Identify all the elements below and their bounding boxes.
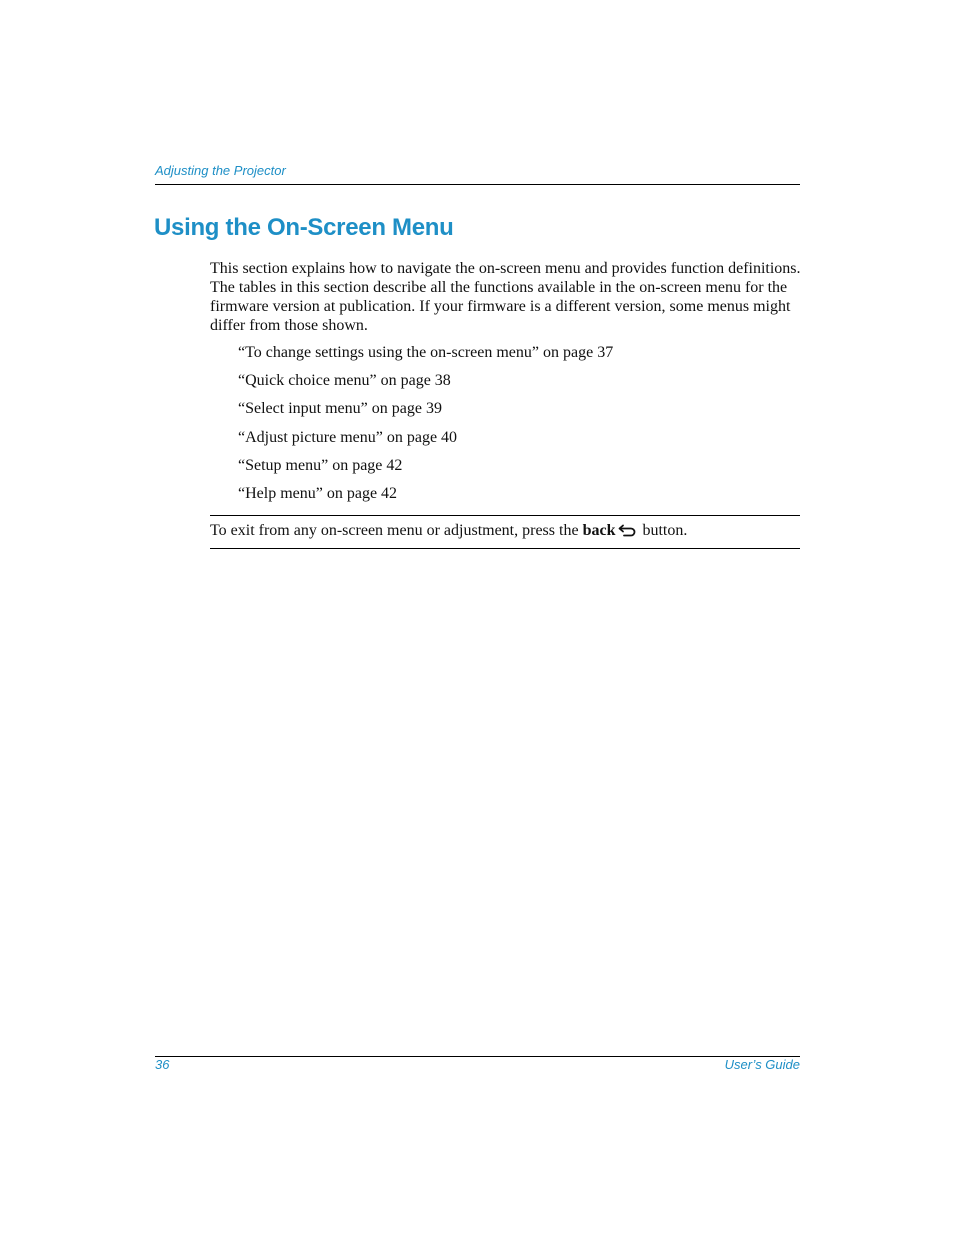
cross-reference-link[interactable]: “Help menu” on page 42 [238, 484, 398, 502]
cross-reference-link[interactable]: “Setup menu” on page 42 [238, 456, 403, 474]
note-text-before: To exit from any on-screen menu or adjustment, press the [210, 522, 583, 539]
page-number: 36 [155, 1057, 170, 1072]
footer-rule [155, 1056, 800, 1057]
note-text-after: button. [638, 522, 688, 539]
guide-title: User’s Guide [724, 1057, 800, 1072]
note-button-name: back [582, 522, 616, 539]
note-bottom-rule [210, 548, 800, 549]
cross-reference-link[interactable]: “Select input menu” on page 39 [238, 400, 442, 418]
back-arrow-icon [618, 523, 636, 542]
intro-paragraph: This section explains how to navigate the on-screen menu and provides function definitions. The tables in this section describe all the functions available in the on-screen menu for the firmware version at publication. If your firmware is a different version, some menus might differ from those shown. [210, 260, 801, 334]
cross-reference-list [238, 343, 613, 503]
header-rule [155, 184, 800, 185]
running-header: Adjusting the Projector [155, 163, 286, 178]
section-title: Using the On-Screen Menu [154, 214, 454, 241]
note [210, 521, 687, 542]
cross-reference-link[interactable]: “To change settings using the on-screen menu” on page 37 [238, 344, 614, 361]
cross-reference-link[interactable]: “Adjust picture menu” on page 40 [238, 428, 458, 446]
note-top-rule [210, 515, 800, 516]
cross-reference-link[interactable]: “Quick choice menu” on page 38 [238, 372, 451, 390]
